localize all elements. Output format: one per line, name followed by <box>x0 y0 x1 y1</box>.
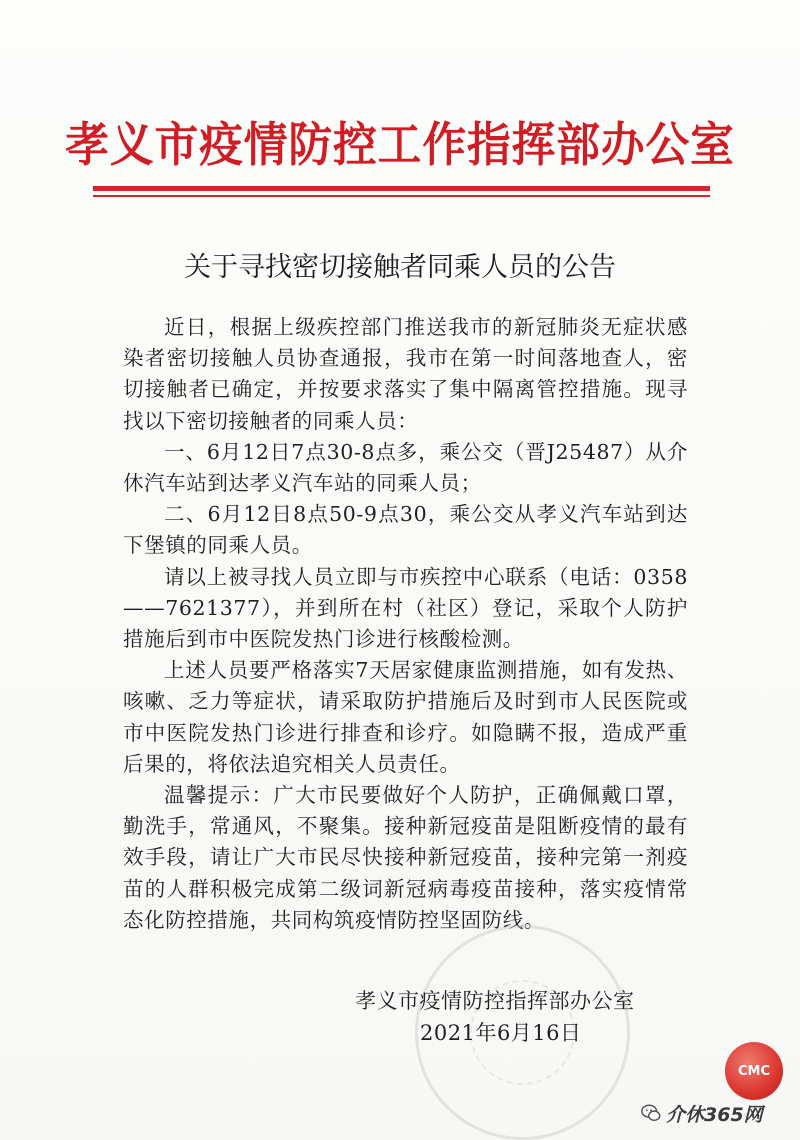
watermark-text: 介休365网 <box>666 1103 763 1126</box>
announcement-body <box>123 312 688 936</box>
cmc-badge-logo: CMC <box>725 1042 783 1100</box>
header-rule-thick <box>93 186 710 191</box>
wechat-icon <box>640 1102 662 1124</box>
paragraph-reminder: 温馨提示：广大市民要做好个人防护，正确佩戴口罩，勤洗手，常通风，不聚集。接种新冠疫苗是阻断疫情的最有效手段，请让广大市民尽快接种新冠疫苗，接种完第一剂疫苗的人群积极完成第二级词新冠病毒疫苗接种，落实疫情常态化防控措施，共同构筑疫情防控坚固防线。 <box>123 783 688 932</box>
paragraph-monitoring: 上述人员要严格落实7天居家健康监测措施，如有发热、咳嗽、乏力等症状，请采取防护措施后及时到市人民医院或市中医院发热门诊进行排查和诊疗。如隐瞒不报，造成严重后果的，将依法追究相关人员责任。 <box>123 658 688 776</box>
header-rule-thin <box>93 195 710 197</box>
issuing-office-header: 孝义市疫情防控工作指挥部办公室 <box>65 118 735 173</box>
signature-date: 2021年6月16日 <box>420 1021 582 1045</box>
paragraph-intro: 近日，根据上级疾控部门推送我市的新冠肺炎无症状感染者密切接触人员协查通报，我市在第一时间落地查人，密切接触者已确定，并按要求落实了集中隔离管控措施。现寻找以下密切接触者的同乘人员： <box>123 315 688 433</box>
announcement-title: 关于寻找密切接触者同乘人员的公告 <box>184 252 616 283</box>
source-watermark <box>640 1098 763 1128</box>
paragraph-item-1: 一、6月12日7点30-8点多，乘公交（晋J25487）从介休汽车站到达孝义汽车站的同乘人员； <box>123 439 688 496</box>
paragraph-contact: 请以上被寻找人员立即与市疾控中心联系（电话：0358——7621377），并到所在村（社区）登记，采取个人防护措施后到市中医院发热门诊进行核酸检测。 <box>123 564 688 652</box>
signature-office: 孝义市疫情防控指挥部办公室 <box>355 989 635 1013</box>
paragraph-item-2: 二、6月12日8点50-9点30，乘公交从孝义汽车站到达下堡镇的同乘人员。 <box>123 502 688 558</box>
